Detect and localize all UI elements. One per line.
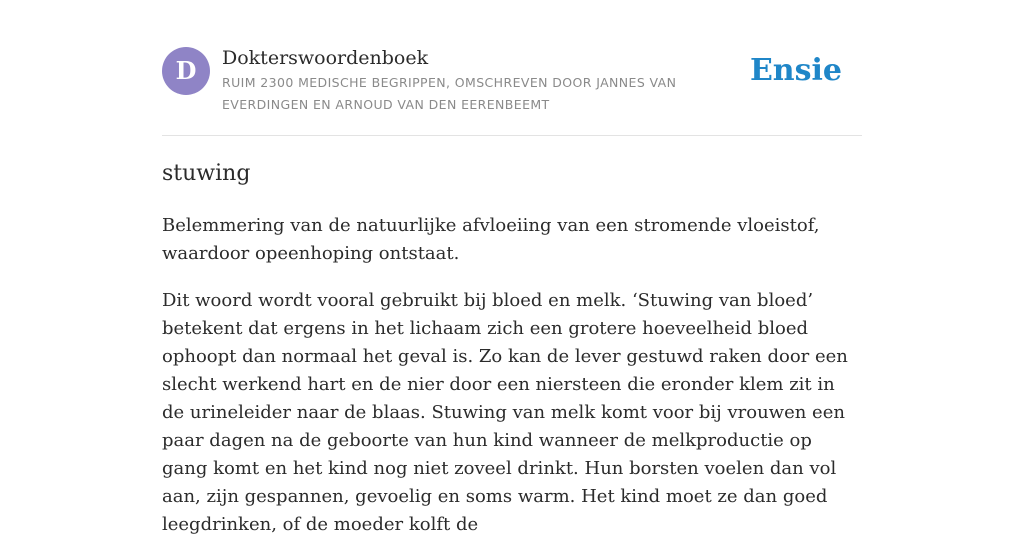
- site-avatar[interactable]: D: [162, 47, 210, 95]
- site-info: [222, 45, 702, 116]
- entry-definition: Belemmering van de natuurlijke afvloeiing van een stromende vloeistof, waardoor opeenhoping ontstaat.: [162, 215, 820, 264]
- site-subtitle: RUIM 2300 MEDISCHE BEGRIPPEN, OMSCHREVEN DOOR JANNES VAN EVERDINGEN EN ARNOUD VAN DEN EERENBEEMT: [222, 75, 677, 112]
- entry-content: [162, 158, 862, 539]
- ensie-logo-link[interactable]: Ensie: [749, 53, 842, 88]
- header-divider: [162, 135, 862, 136]
- site-header: [162, 45, 862, 135]
- entry-explanation: Dit woord wordt vooral gebruikt bij bloed en melk. ‘Stuwing van bloed’ betekent dat ergens in het lichaam zich een grotere hoeveelheid bloed ophoopt dan normaal het geval is. Zo kan de lever gestuwd raken door een slecht werkend hart en de nier door een niersteen die eronder klem zit in de urineleider naar de blaas. Stuwing van melk komt voor bij vrouwen een paar dagen na de geboorte van hun kind wanneer de melkproductie op gang komt en het kind nog niet zoveel drinkt. Hun borsten voelen dan vol aan, zijn gespannen, gevoelig en soms warm. Het kind moet ze dan goed leegdrinken, of de moeder kolft de: [162, 290, 848, 535]
- entry-term: stuwing: [162, 161, 251, 186]
- site-title[interactable]: Dokterswoordenboek: [222, 47, 429, 69]
